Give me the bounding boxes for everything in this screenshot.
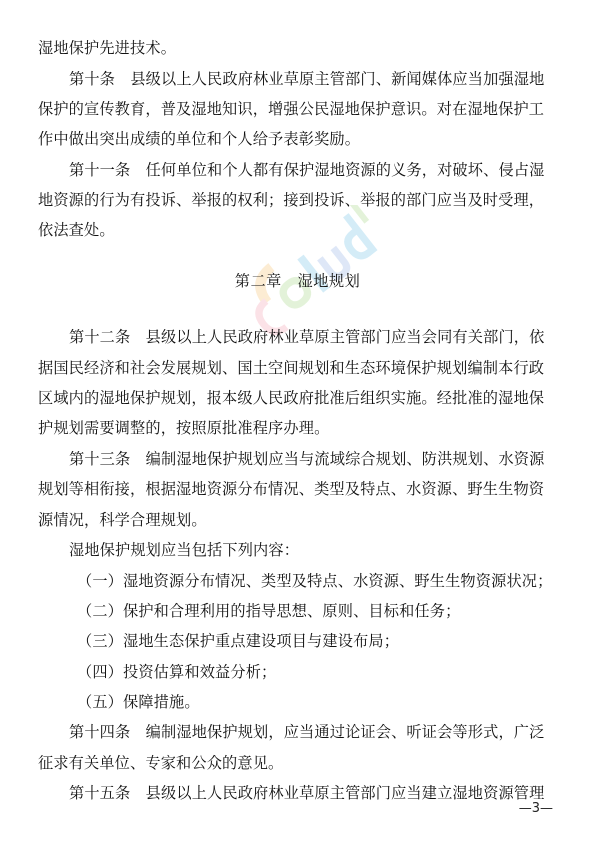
text-line: 保护的宣传教育，普及湿地知识，增强公民湿地保护意识。对在湿地保护工 (38, 100, 545, 118)
page-number: —3— (518, 801, 553, 816)
text-line: 规划等相衔接，根据湿地资源分布情况、类型及特点、水资源、野生生物资 (38, 480, 545, 498)
article-11: 第十一条 任何单位和个人都有保护湿地资源的义务，对破坏、侵占湿 (69, 161, 545, 179)
article-10: 第十条 县级以上人民政府林业草原主管部门、新闻媒体应当加强湿地 (69, 70, 545, 88)
list-item: （四）投资估算和效益分析； (77, 663, 277, 681)
text-line: 区域内的湿地保护规划，报本级人民政府批准后组织实施。经批准的湿地保 (38, 389, 545, 407)
text-line: 据国民经济和社会发展规划、国土空间规划和生态环境保护规划编制本行政 (38, 359, 545, 377)
text-line: 地资源的行为有投诉、举报的权利；接到投诉、举报的部门应当及时受理， (38, 191, 545, 209)
article-12: 第十二条 县级以上人民政府林业草原主管部门应当会同有关部门，依 (69, 328, 545, 346)
text-line: 源情况，科学合理规划。 (38, 511, 207, 529)
article-14: 第十四条 编制湿地保护规划，应当通过论证会、听证会等形式，广泛 (69, 723, 545, 741)
list-item: （五）保障措施。 (77, 693, 200, 711)
text-line: 依法查处。 (38, 221, 115, 239)
text-line: 护规划需要调整的，按照原批准程序办理。 (38, 419, 330, 437)
list-intro: 湿地保护规划应当包括下列内容： (69, 541, 300, 559)
text-line: 作中做出突出成绩的单位和个人给予表彰奖励。 (38, 130, 361, 148)
list-item: （一）湿地资源分布情况、类型及特点、水资源、野生生物资源状况； (77, 572, 553, 590)
list-item: （三）湿地生态保护重点建设项目与建设布局； (77, 632, 400, 650)
article-13: 第十三条 编制湿地保护规划应当与流域综合规划、防洪规划、水资源 (69, 450, 545, 468)
text-line: 征求有关单位、专家和公众的意见。 (38, 754, 284, 772)
article-15: 第十五条 县级以上人民政府林业草原主管部门应当建立湿地资源管理 (69, 784, 545, 802)
list-item: （二）保护和合理利用的指导思想、原则、目标和任务； (77, 602, 461, 620)
text-line: 湿地保护先进技术。 (38, 39, 177, 57)
chapter-heading: 第二章 湿地规划 (234, 272, 361, 290)
